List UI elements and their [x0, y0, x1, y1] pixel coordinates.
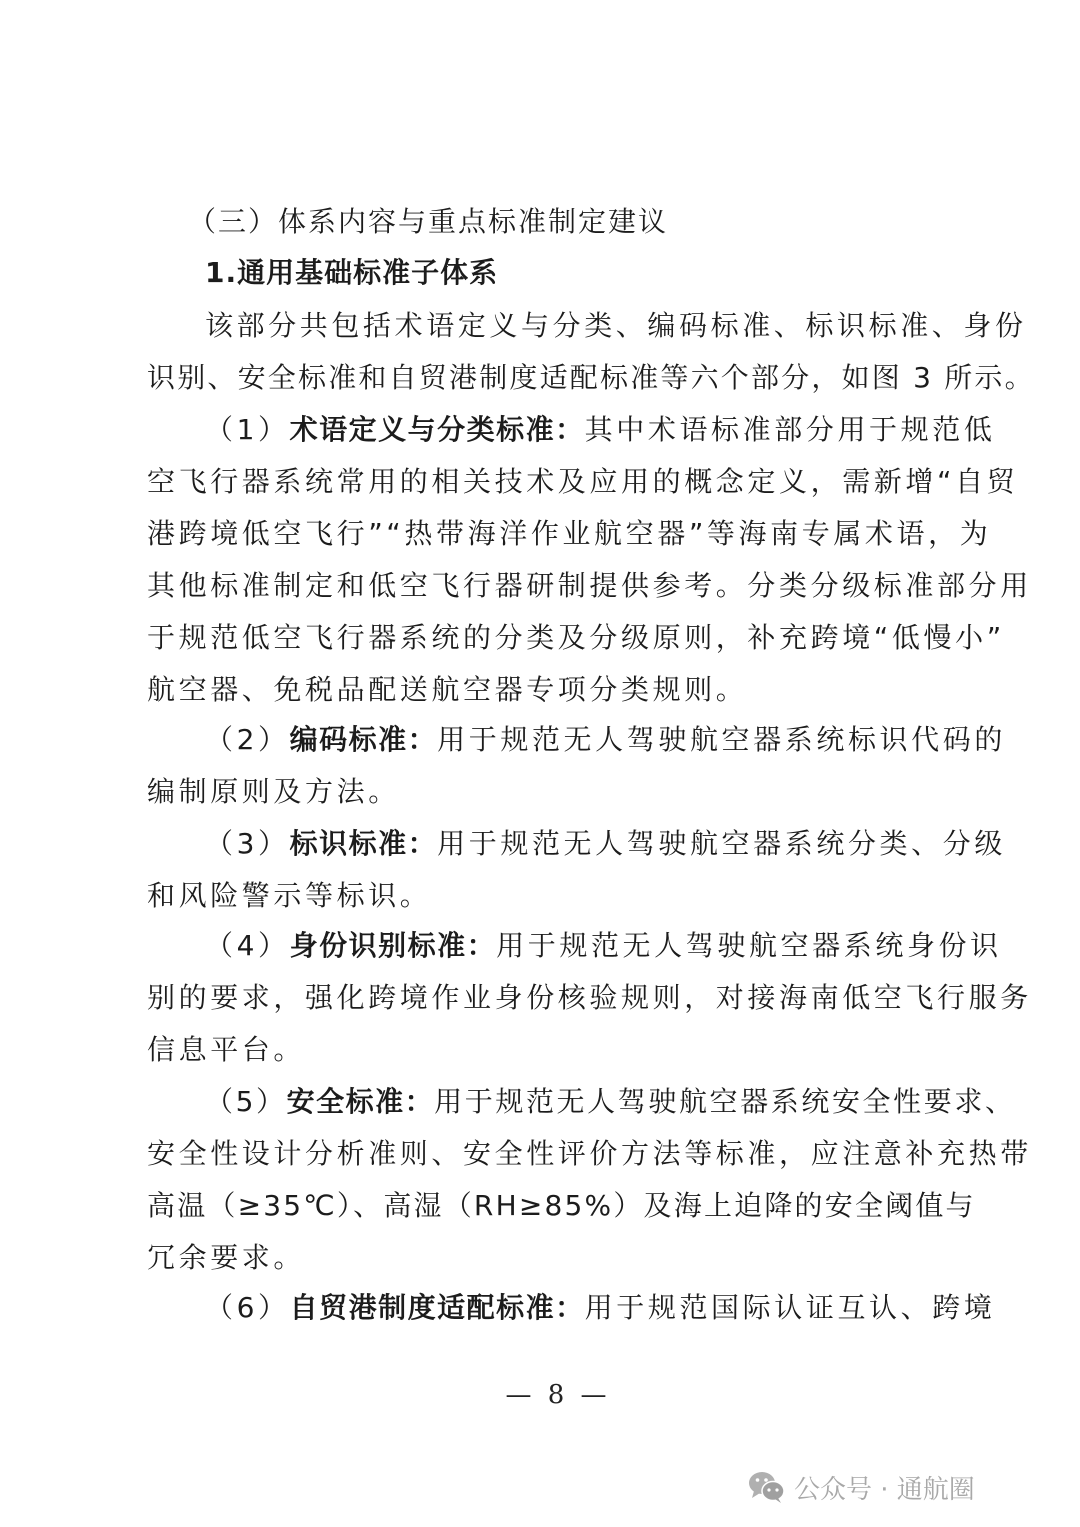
item-2-title: 编码标准：	[289, 723, 438, 756]
item-2-text: 用于规范无人驾驶航空器系统标识代码的	[437, 723, 1006, 756]
item-4-first-line	[205, 928, 1005, 964]
item-1-line: 其他标准制定和低空飞行器研制提供参考。分类分级标准部分用	[147, 569, 1032, 602]
item-1-line: 航空器、免税品配送航空器专项分类规则。	[147, 673, 748, 706]
item-4-title: 身份识别标准：	[289, 929, 497, 962]
item-5-text: 用于规范无人驾驶航空器系统安全性要求、	[434, 1085, 1016, 1118]
item-6-first-line	[205, 1290, 1005, 1326]
wechat-icon	[748, 1470, 786, 1504]
item-1-label: （1）	[205, 413, 290, 446]
section-heading: （三）体系内容与重点标准制定建议	[188, 205, 669, 238]
item-2-label: （2）	[205, 723, 290, 756]
item-5-title: 安全标准：	[286, 1085, 435, 1118]
subsection-heading: 1.通用基础标准子体系	[205, 256, 499, 289]
item-6-text: 用于规范国际认证互认、跨境	[584, 1291, 996, 1324]
item-1-title: 术语定义与分类标准：	[289, 413, 585, 446]
item-2-first-line	[205, 722, 1005, 758]
item-5-line: 安全性设计分析准则、安全性评价方法等标准，应注意补充热带	[147, 1137, 1032, 1170]
item-2-line: 编制原则及方法。	[147, 775, 400, 808]
watermark-text: 公众号 · 通航圈	[794, 1474, 975, 1505]
watermark	[748, 1467, 975, 1507]
item-4-text: 用于规范无人驾驶航空器系统身份识	[496, 929, 1002, 962]
item-5-line: 高温（≥35℃）、高湿（RH≥85%）及海上迫降的安全阈值与	[147, 1189, 976, 1222]
item-1-line: 港跨境低空飞行”“热带海洋作业航空器”等海南专属术语，为	[147, 517, 992, 550]
item-3-line: 和风险警示等标识。	[147, 879, 432, 912]
item-5-first-line	[205, 1084, 1016, 1120]
item-3-first-line	[205, 826, 1005, 862]
item-4-line: 别的要求，强化跨境作业身份核验规则，对接海南低空飞行服务	[147, 981, 1032, 1014]
item-4-line: 信息平台。	[147, 1033, 306, 1066]
item-5-line: 冗余要求。	[147, 1241, 306, 1274]
item-3-text: 用于规范无人驾驶航空器系统分类、分级	[437, 827, 1006, 860]
intro-line-1: 该部分共包括术语定义与分类、编码标准、标识标准、身份	[205, 309, 1027, 342]
item-1-text: 其中术语标准部分用于规范低	[584, 413, 996, 446]
item-1-line: 空飞行器系统常用的相关技术及应用的概念定义，需新增“自贸	[147, 465, 1019, 498]
item-6-title: 自贸港制度适配标准：	[289, 1291, 585, 1324]
item-3-title: 标识标准：	[289, 827, 438, 860]
item-5-label: （5）	[205, 1085, 287, 1118]
item-1-line: 于规范低空飞行器系统的分类及分级原则，补充跨境“低慢小”	[147, 621, 1005, 654]
item-4-label: （4）	[205, 929, 290, 962]
item-3-label: （3）	[205, 827, 290, 860]
item-1-first-line	[205, 412, 1005, 448]
item-6-label: （6）	[205, 1291, 290, 1324]
page-number: — 8 —	[505, 1380, 611, 1410]
intro-line-2: 识别、安全标准和自贸港制度适配标准等六个部分，如图 3 所示。	[147, 361, 1035, 394]
